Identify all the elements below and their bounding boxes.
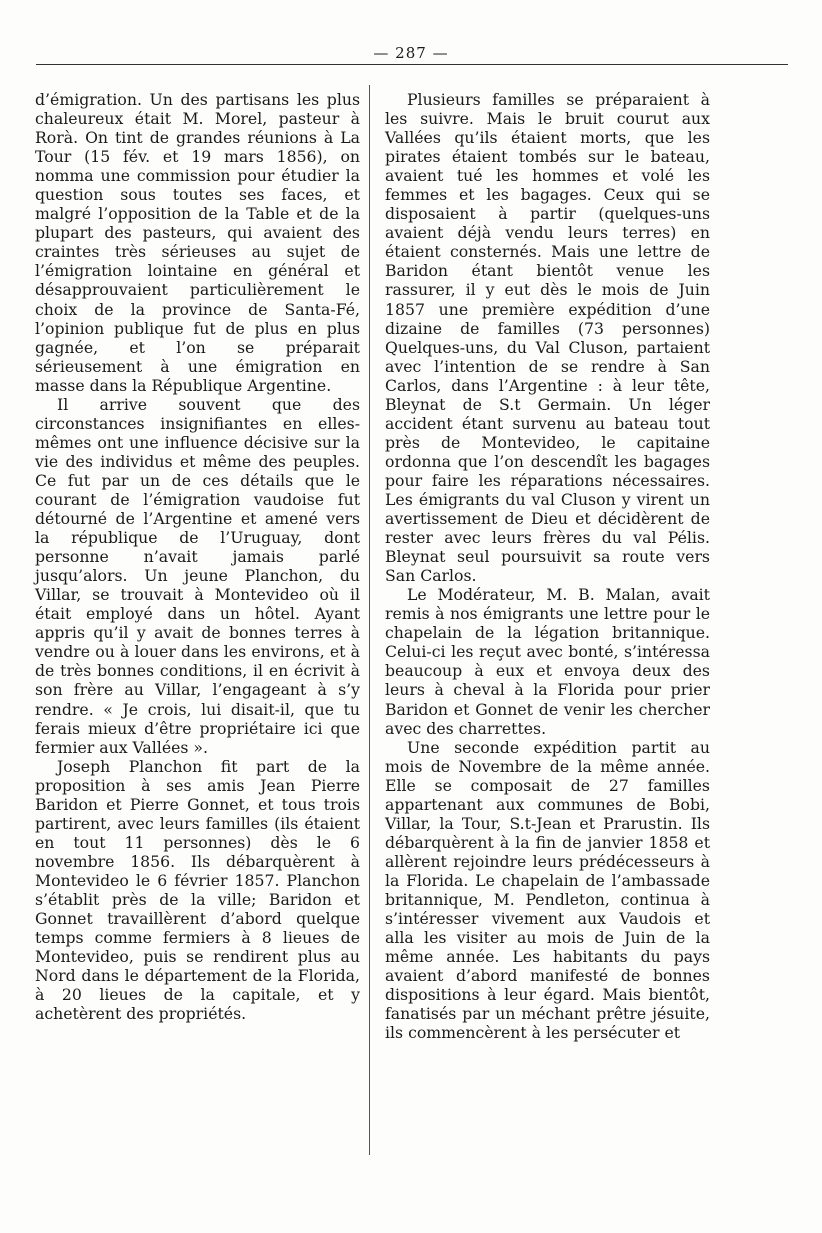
paragraph: Une seconde expédition partit au mois de Novembre de la même année. Elle se composait de 27 familles appartenant aux communes de Bobi, Villar, la Tour, S.t-Jean et Prarustin. Ils débarquèrent à la fin de janvier 1858 et allèrent rejoindre leurs prédécesseurs à la Florida. Le chapelain de l’ambassade britannique, M. Pendleton, continua à s’intéresser vivement aux Vaudois et alla les visiter au mois de Juin de la même année. Les habitants du pays avaient d’abord manifesté de bonnes dispositions à leur égard. Mais bientôt, fanatisés par un méchant prêtre jésuite, ils commencèrent à les persécuter et [385,737,710,1043]
paragraph: Le Modérateur, M. B. Malan, avait remis à nos émigrants une lettre pour le chapelain de la légation britannique. Celui-ci les reçut avec bonté, s’intéressa beaucoup à eux et envoya deux des leurs à cheval à la Florida pour prier Baridon et Gonnet de venir les chercher avec des charrettes. [385,585,710,738]
header-rule [36,64,788,65]
column-divider [369,85,370,1155]
paragraph: Plusieurs familles se préparaient à les suivre. Mais le bruit courut aux Vallées qu’ils étaient morts, que les pirates étaient tombés sur le bateau, avaient tué les hommes et volé les femmes et les bagages. Ceux qui se disposaient à partir (quelques-uns avaient déjà vendu leurs terres) en étaient consternés. Mais une lettre de Baridon étant bientôt venue les rassurer, il y eut dès le mois de Juin 1857 une première expédition d’une dizaine de familles (73 personnes) Quelques-uns, du Val Cluson, partaient avec l’intention de se rendre à San Carlos, dans l’Argentine : à leur tête, Bleynat de S.t Germain. Un léger accident étant survenu au bateau tout près de Montevideo, le capitaine ordonna que l’on descendît les bagages pour faire les réparations nécessaires. Les émigrants du val Cluson y virent un avertissement de Dieu et décidèrent de rester avec leurs frères du val Pélis. Bleynat seul poursuivit sa route vers San Carlos. [385,90,710,586]
paragraph: Joseph Planchon fit part de la proposition à ses amis Jean Pierre Baridon et Pierre Gonnet, et tous trois partirent, avec leurs familles (ils étaient en tout 11 personnes) dès le 6 novembre 1856. Ils débarquèrent à Montevideo le 6 février 1857. Planchon s’établit près de la ville; Baridon et Gonnet travaillèrent d’abord quelque temps comme fermiers à 8 lieues de Montevideo, puis se rendirent plus au Nord dans le département de la Florida, à 20 lieues de la capitale, et y achetèrent des propriétés. [35,756,360,1024]
paragraph: d’émigration. Un des partisans les plus chaleureux était M. Morel, pasteur à Rorà. On tint de grandes réunions à La Tour (15 fév. et 19 mars 1856), on nomma une commission pour étudier la question sous toutes ses faces, et malgré l’opposition de la Table et de la plupart des pasteurs, qui avaient des craintes très sérieuses au sujet de l’émigration lointaine en général et désapprouvaient particulièrement le choix de la province de Santa-Fé, l’opinion publique fut de plus en plus gagnée, et l’on se préparait sérieusement à une émigration en masse dans la République Argentine. [35,90,360,395]
right-column [385,90,710,1042]
left-column [35,90,360,1023]
paragraph: Il arrive souvent que des circonstances insignifiantes en elles-mêmes ont une influence décisive sur la vie des individus et même des peuples. Ce fut par un de ces détails que le courant de l’émigration vaudoise fut détourné de l’Argentine et amené vers la république de l’Uruguay, dont personne n’avait jamais parlé jusqu’alors. Un jeune Planchon, du Villar, se trouvait à Montevideo où il était employé dans un hôtel. Ayant appris qu’il y avait de bonnes terres à vendre ou à louer dans les environs, et à de très bonnes conditions, il en écrivit à son frère au Villar, l’engageant à s’y rendre. « Je crois, lui disait-il, que tu ferais mieux d’être propriétaire ici que fermier aux Vallées ». [35,394,360,757]
page-number: — 287 — [373,44,449,62]
